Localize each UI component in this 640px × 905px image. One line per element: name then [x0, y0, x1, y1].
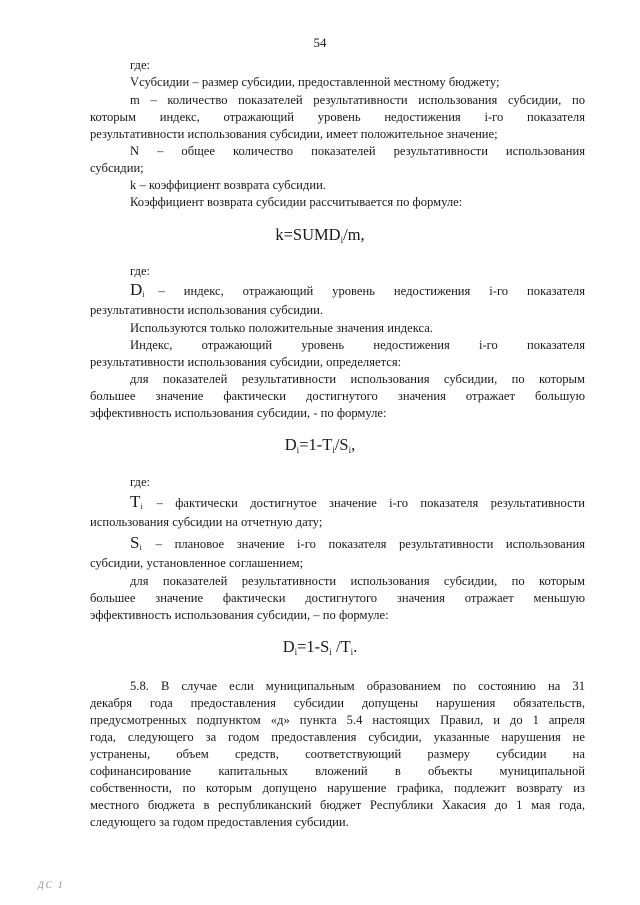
text-line: – фактически достигнутое значение i-го показателя результативности	[156, 496, 585, 510]
text-line: года, следующего за годом предоставления субсидии, указанные нарушения не	[90, 730, 585, 744]
text-line: использования субсидии на отчетную дату;	[90, 515, 323, 529]
text-line: собственности, по которым допущено нарушение графика, подлежит возврату из	[90, 781, 585, 795]
page-number: 54	[313, 35, 327, 50]
text-line: – плановое значение i-го показателя результативности использования	[155, 537, 585, 551]
text-line: Коэффициент возврата субсидии рассчитывается по формуле:	[130, 195, 463, 209]
text-line: для показателей результативности использования субсидии, по которым	[130, 372, 585, 386]
text-line: эффективность использования субсидии, - по формуле:	[90, 406, 387, 420]
definition-line	[130, 281, 585, 303]
text-line: Vсубсидии – размер субсидии, предоставленной местному бюджету;	[130, 75, 500, 89]
footer-mark: ДС 1	[38, 880, 65, 890]
text-line: результативности использования субсидии, определяется:	[90, 355, 402, 369]
text-line: m – количество показателей результативности использования субсидии, по	[130, 93, 585, 107]
text-line: Индекс, отражающий уровень недостижения i-го показателя	[130, 338, 585, 352]
text-line: – индекс, отражающий уровень недостижения i-го показателя	[158, 284, 585, 298]
text-line: местного бюджета в республиканский бюджет Республики Хакасия до 1 мая года,	[90, 798, 585, 812]
text-line: где:	[130, 264, 151, 278]
definition-line	[130, 534, 585, 556]
formula-k: $k=SUMD_i/m$,	[275, 225, 365, 245]
text-line: где:	[130, 58, 151, 72]
text-line: большее значение фактически достигнутого значения отражает меньшую	[90, 591, 585, 605]
text-line: 5.8. В случае если муниципальным образованием по состоянию на 31	[130, 679, 585, 693]
text-line: k – коэффициент возврата субсидии.	[130, 178, 326, 192]
symbol-d: $D_i$	[130, 280, 145, 299]
text-line: софинансирование капитальных вложений в объекты муниципальной	[90, 764, 585, 778]
formula-d-smaller: $D_i=1-S_i$ $/T_i$.	[282, 637, 358, 657]
text-line: для показателей результативности использования субсидии, по которым	[130, 574, 585, 588]
text-line: устранены, объем средств, соответствующий размеру субсидии на	[90, 747, 585, 761]
text-line: результативности использования субсидии.	[90, 303, 324, 317]
text-line: где:	[130, 475, 151, 489]
text-line: большее значение фактически достигнутого значения отражает большую	[90, 389, 585, 403]
text-line: результативности использования субсидии, имеет положительное значение;	[90, 127, 498, 141]
text-line: декабря года предоставления субсидии допущены нарушения обязательств,	[90, 696, 585, 710]
symbol-t: $T_i$	[130, 492, 143, 511]
text-line: следующего за годом предоставления субсидии.	[90, 815, 349, 829]
text-line: эффективность использования субсидии, – по формуле:	[90, 608, 389, 622]
text-line: которым индекс, отражающий уровень недостижения i-го показателя	[90, 110, 585, 124]
text-line: предусмотренных подпунктом «д» пункта 5.4 настоящих Правил, и до 1 апреля	[90, 713, 585, 727]
text-line: субсидии;	[90, 161, 144, 175]
text-line: субсидии, установленное соглашением;	[90, 556, 304, 570]
text-line: Используются только положительные значения индекса.	[130, 321, 433, 335]
definition-line	[130, 493, 585, 515]
text-line: N – общее количество показателей результативности использования	[130, 144, 585, 158]
symbol-s: $S_i$	[130, 533, 142, 552]
formula-d-larger: $D_i=1-T_i/S_i$,	[284, 435, 356, 455]
